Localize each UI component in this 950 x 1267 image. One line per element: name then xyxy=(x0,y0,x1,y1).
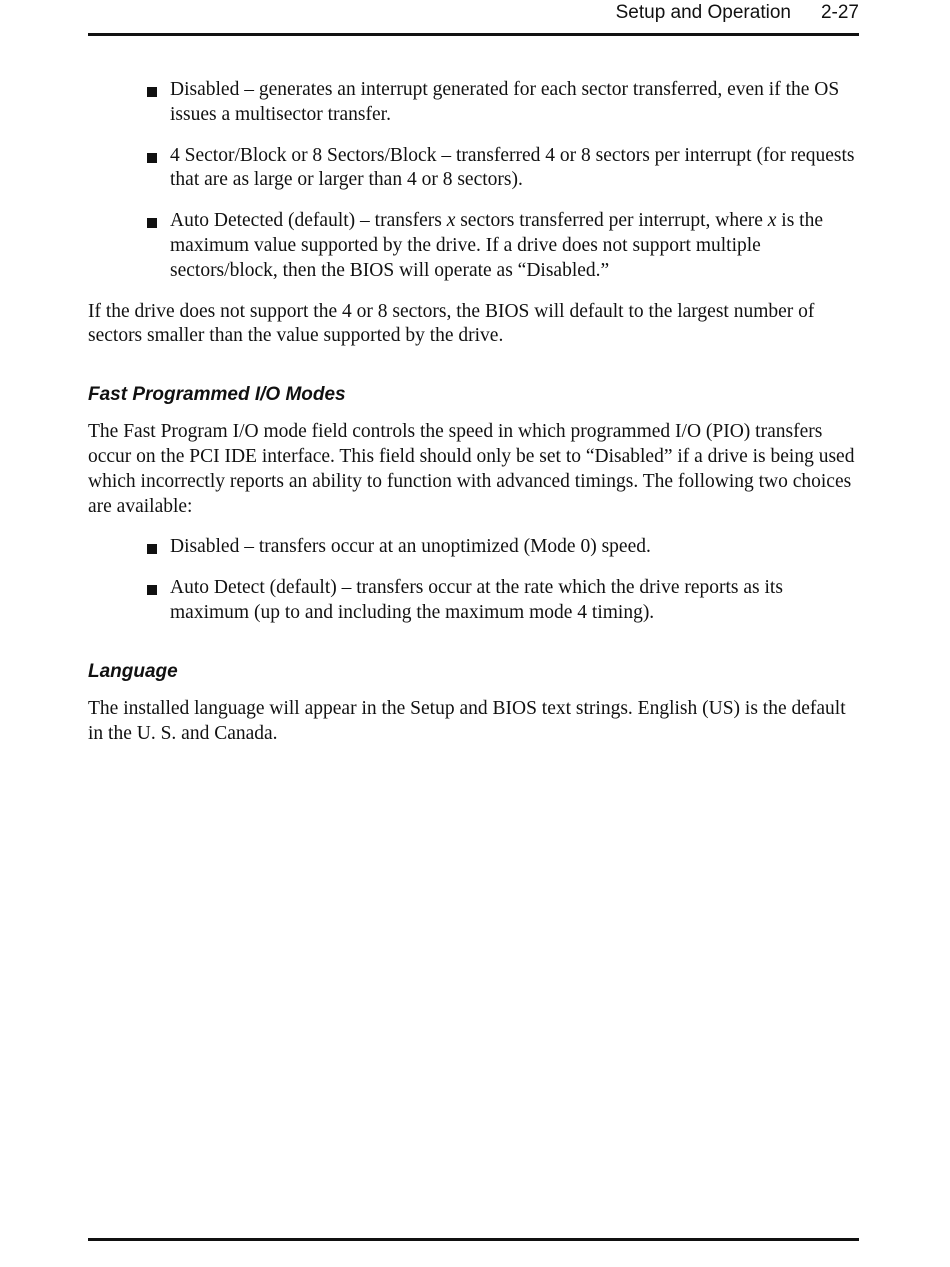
variable-x: x xyxy=(767,210,777,232)
footer-rule xyxy=(88,1238,859,1241)
list-item xyxy=(170,144,859,194)
list-item-text xyxy=(170,210,823,281)
square-bullet-icon xyxy=(147,153,157,163)
variable-x: x xyxy=(446,210,456,232)
list-item xyxy=(170,535,859,560)
fast-pio-options-list xyxy=(88,535,859,625)
multisector-options-list xyxy=(88,78,859,284)
multisector-note-paragraph: If the drive does not support the 4 or 8 sectors, the BIOS will default to the largest number of sectors smaller than the value supported by the drive. xyxy=(88,300,815,347)
text-segment: Auto Detected (default) – transfers xyxy=(170,210,447,232)
list-item xyxy=(170,78,859,128)
header-title: Setup and Operation xyxy=(615,2,791,23)
square-bullet-icon xyxy=(147,218,157,228)
language-paragraph: The installed language will appear in the Setup and BIOS text strings. English (US) is the default in the U. S. and Canada. xyxy=(88,697,846,744)
page-content xyxy=(88,78,859,762)
language-heading: Language xyxy=(88,660,178,682)
list-item-text: Disabled – transfers occur at an unoptimized (Mode 0) speed. xyxy=(170,536,651,558)
list-item xyxy=(170,576,859,626)
text-segment: is the maximum value supported by the drive. If a drive does not support multiple sectors/block, then the BIOS will operate as “Disabled.” xyxy=(170,210,823,281)
square-bullet-icon xyxy=(147,87,157,97)
square-bullet-icon xyxy=(147,544,157,554)
list-item-text: Auto Detect (default) – transfers occur at the rate which the drive reports as its maximum (up to and including the maximum mode 4 timing). xyxy=(170,577,783,623)
text-segment: sectors transferred per interrupt, where xyxy=(455,210,768,232)
fast-pio-heading: Fast Programmed I/O Modes xyxy=(88,384,346,406)
list-item-text: 4 Sector/Block or 8 Sectors/Block – transferred 4 or 8 sectors per interrupt (for requests that are as large or larger than 4 or 8 sectors). xyxy=(170,144,855,191)
page-number: 2-27 xyxy=(820,2,859,23)
list-item-text: Disabled – generates an interrupt generated for each sector transferred, even if the OS issues a multisector transfer. xyxy=(170,79,840,125)
page-header xyxy=(88,2,859,36)
square-bullet-icon xyxy=(147,585,157,595)
list-item xyxy=(170,209,859,283)
fast-pio-paragraph: The Fast Program I/O mode field controls the speed in which programmed I/O (PIO) transfers occur on the PCI IDE interface. This field should only be set to “Disabled” if a drive is being used which incorrectly reports an ability to function with advanced timings. The following two choices are available: xyxy=(88,421,855,517)
